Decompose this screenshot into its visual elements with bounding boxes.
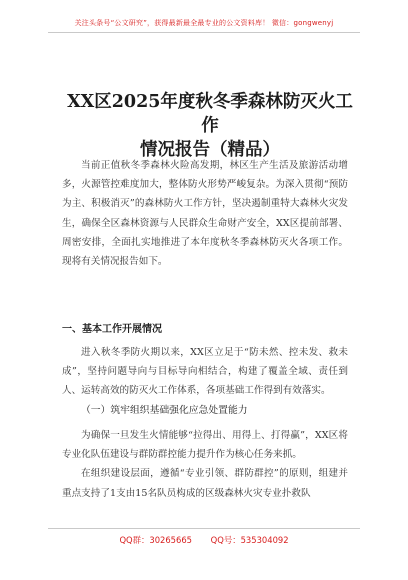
title-line-1: XX区2025年度秋冬季森林防灭火工作 — [67, 92, 353, 136]
section-1-paragraph: 进入秋冬季防火期以来，XX区立足于“防未然、控未发、救未成”，坚持问题导向与目标导向相结合，构建了覆盖全域、责任到人、运转高效的防灭火工作体系，各项基础工作得到有效落实。 — [62, 347, 348, 397]
subsection-1-paragraph-2: 在组织建设层面，遵循“专业引领、群防群控”的原则，组建并重点支持了1支由15名队员构成的区级森林火灾专业扑救队 — [62, 468, 348, 499]
subsection-1-block — [62, 426, 348, 503]
section-1-heading: 一、基本工作开展情况 — [62, 324, 162, 335]
footer-divider — [48, 528, 360, 529]
intro-block — [62, 156, 348, 271]
document-title — [60, 90, 360, 162]
title-line-2: 情况报告（精品） — [140, 140, 280, 160]
section-1-block — [62, 343, 348, 401]
intro-paragraph: 当前正值秋冬季森林火险高发期，林区生产生活及旅游活动增多，火源管控难度加大，整体防火形势严峻复杂。为深入贯彻“预防为主、积极消灭”的森林防火工作方针，坚决遏制重特大森林火灾发生，确保全区森林资源与人民群众生命财产安全，XX区提前部署、周密安排，全面扎实地推进了本年度秋冬季森林防灭火各项工作。现将有关情况报告如下。 — [62, 160, 348, 268]
header-banner: 关注头条号“公文研究”，获得最新最全最专业的公文资料库！ 微信：gongwenyj — [74, 19, 334, 27]
header-divider — [48, 32, 360, 33]
footer-qq-group: QQ群：30265665 — [119, 535, 192, 545]
footer — [0, 534, 408, 546]
subsection-1-heading: （一）筑牢组织基础强化应急处置能力 — [81, 405, 248, 416]
subsection-1-paragraph-1: 为确保一旦发生火情能够“拉得出、用得上、打得赢”，XX区将专业化队伍建设与群防群控能力提升作为核心任务来抓。 — [62, 430, 348, 461]
footer-qq-number: QQ号：535304092 — [210, 535, 289, 545]
